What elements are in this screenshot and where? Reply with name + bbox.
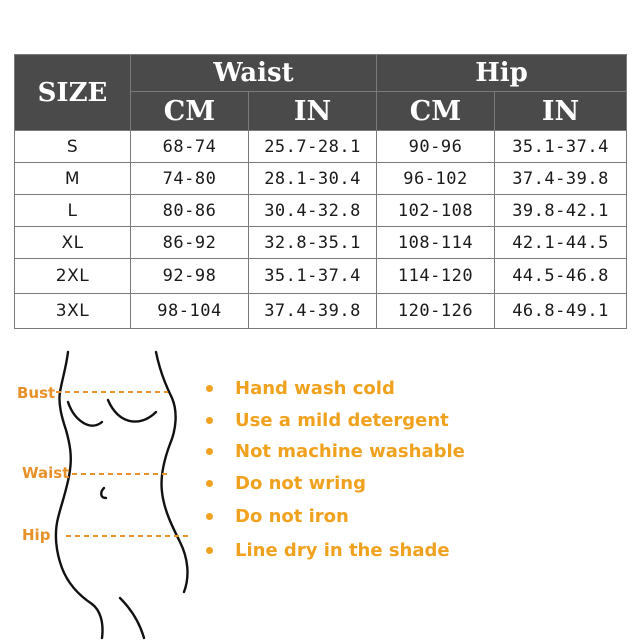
bust-label: Bust <box>17 384 56 402</box>
waist-cm-cell: 80-86 <box>131 195 249 227</box>
table-row <box>15 131 627 163</box>
bullet-icon <box>206 480 213 487</box>
hip-in-header: IN <box>495 92 627 131</box>
waist-cm-cell: 68-74 <box>131 131 249 163</box>
care-instruction-text: Line dry in the shade <box>235 540 450 561</box>
hip-in-cell: 37.4-39.8 <box>495 163 627 195</box>
bullet-icon <box>206 547 213 554</box>
waist-label: Waist <box>22 464 70 482</box>
hip-group-header: Hip <box>377 55 627 92</box>
list-item <box>196 473 366 494</box>
waist-cm-header: CM <box>131 92 249 131</box>
waist-in-cell: 28.1-30.4 <box>249 163 377 195</box>
hip-cm-cell: 120-126 <box>377 294 495 329</box>
size-cell: S <box>15 131 131 163</box>
table-row <box>15 294 627 329</box>
list-item <box>196 410 449 431</box>
hip-cm-cell: 102-108 <box>377 195 495 227</box>
waist-cm-cell: 98-104 <box>131 294 249 329</box>
bullet-icon <box>206 385 213 392</box>
hip-cm-cell: 90-96 <box>377 131 495 163</box>
waist-cm-cell: 86-92 <box>131 227 249 259</box>
hip-in-cell: 42.1-44.5 <box>495 227 627 259</box>
table-row <box>15 227 627 259</box>
waist-cm-cell: 92-98 <box>131 259 249 294</box>
hip-in-cell: 44.5-46.8 <box>495 259 627 294</box>
hip-label: Hip <box>22 526 51 544</box>
table-row <box>15 163 627 195</box>
table-row <box>15 195 627 227</box>
list-item <box>196 506 349 527</box>
waist-in-cell: 37.4-39.8 <box>249 294 377 329</box>
waist-group-header: Waist <box>131 55 377 92</box>
waist-in-cell: 35.1-37.4 <box>249 259 377 294</box>
size-column-header: SIZE <box>15 55 131 131</box>
waist-in-cell: 30.4-32.8 <box>249 195 377 227</box>
hip-cm-header: CM <box>377 92 495 131</box>
list-item <box>196 540 450 561</box>
bullet-icon <box>206 513 213 520</box>
hip-in-cell: 46.8-49.1 <box>495 294 627 329</box>
bullet-icon <box>206 448 213 455</box>
hip-in-cell: 35.1-37.4 <box>495 131 627 163</box>
hip-cm-cell: 108-114 <box>377 227 495 259</box>
size-cell: M <box>15 163 131 195</box>
hip-in-cell: 39.8-42.1 <box>495 195 627 227</box>
list-item <box>196 378 395 399</box>
size-cell: 3XL <box>15 294 131 329</box>
care-instruction-text: Not machine washable <box>235 441 465 462</box>
waist-in-cell: 25.7-28.1 <box>249 131 377 163</box>
waist-in-header: IN <box>249 92 377 131</box>
care-instruction-text: Hand wash cold <box>235 378 395 399</box>
size-chart-table <box>14 54 627 329</box>
hip-cm-cell: 114-120 <box>377 259 495 294</box>
list-item <box>196 441 465 462</box>
bullet-icon <box>206 417 213 424</box>
body-measurement-figure <box>0 340 220 640</box>
size-cell: XL <box>15 227 131 259</box>
hip-cm-cell: 96-102 <box>377 163 495 195</box>
care-instruction-text: Use a mild detergent <box>235 410 449 431</box>
care-instruction-text: Do not iron <box>235 506 349 527</box>
waist-in-cell: 32.8-35.1 <box>249 227 377 259</box>
care-instruction-text: Do not wring <box>235 473 367 494</box>
waist-cm-cell: 74-80 <box>131 163 249 195</box>
table-row <box>15 259 627 294</box>
size-cell: 2XL <box>15 259 131 294</box>
size-cell: L <box>15 195 131 227</box>
